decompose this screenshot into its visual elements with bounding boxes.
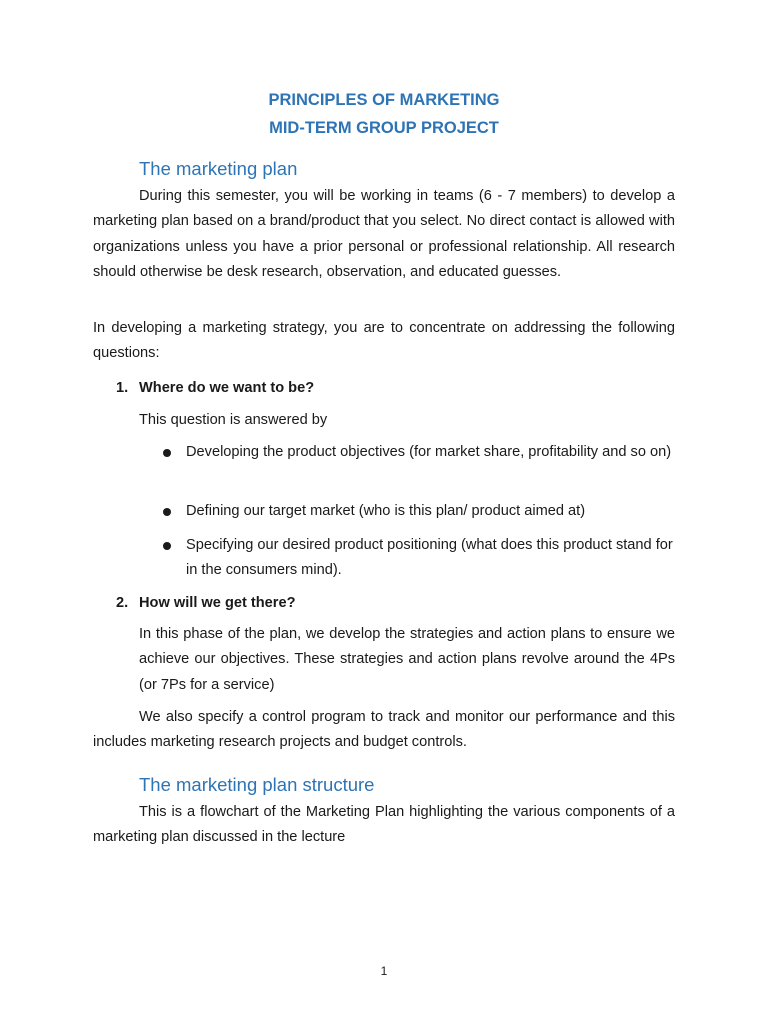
question-1 (116, 378, 314, 398)
question-1-answer-lead: This question is answered by (139, 412, 328, 428)
bullet-item-positioning: Specifying our desired product positioning (what does this product stand for in the consumers mind). (186, 537, 673, 579)
page-number: 1 (380, 964, 388, 978)
section-heading-plan-structure: The marketing plan structure (139, 774, 375, 795)
question-1-number: 1. (116, 380, 129, 396)
question-2-paragraph-2: We also specify a control program to track and monitor our performance and this includes marketing research projects and budget controls. (93, 709, 675, 751)
document-title-line-2: MID-TERM GROUP PROJECT (269, 119, 499, 137)
plan-structure-paragraph: This is a flowchart of the Marketing Plan highlighting the various components of a marketing plan discussed in the lecture (93, 804, 675, 846)
bullet-dot (163, 542, 171, 550)
question-2-text: How will we get there? (139, 595, 296, 611)
question-2-number: 2. (116, 595, 129, 611)
strategy-lead-paragraph: In developing a marketing strategy, you are to concentrate on addressing the following questions: (93, 320, 675, 362)
bullet-item-objectives: Developing the product objectives (for market share, profitability and so on) (186, 444, 672, 460)
bullet-dot (163, 508, 171, 516)
section-heading-marketing-plan: The marketing plan (139, 158, 298, 179)
question-2-paragraph-1: In this phase of the plan, we develop the strategies and action plans to ensure we achieve our objectives. These strategies and action plans revolve around the 4Ps (or 7Ps for a service) (139, 626, 675, 693)
bullet-dot (163, 449, 171, 457)
question-1-text: Where do we want to be? (139, 380, 315, 396)
document-title-line-1: PRINCIPLES OF MARKETING (268, 91, 500, 109)
bullet-item-target-market: Defining our target market (who is this plan/ product aimed at) (186, 503, 586, 519)
intro-paragraph: During this semester, you will be working in teams (6 - 7 members) to develop a marketing plan based on a brand/product that you select. No direct contact is allowed with organizations unless you have a prior personal or professional relationship. All research should otherwise be desk research, observation, and educated guesses. (93, 188, 675, 280)
question-2 (116, 593, 296, 613)
